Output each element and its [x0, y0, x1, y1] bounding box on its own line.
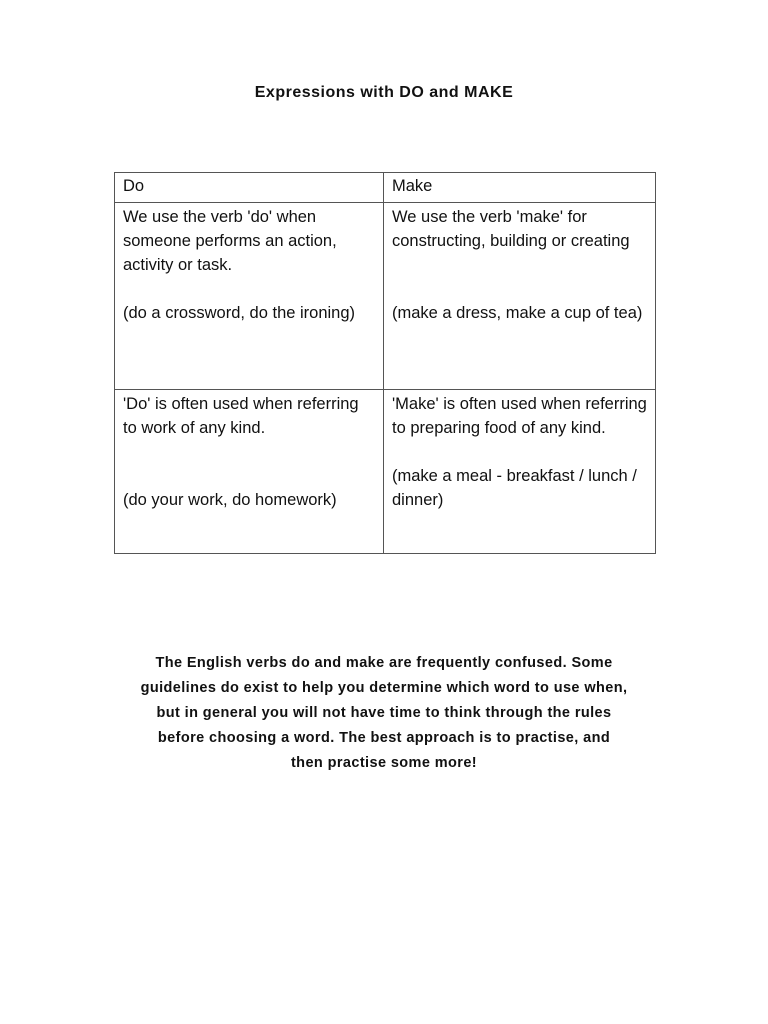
do-description: We use the verb 'do' when someone performs an action, activity or task.	[123, 208, 337, 274]
make-description: We use the verb 'make' for constructing, building or creating	[392, 208, 630, 250]
make-example: (make a dress, make a cup of tea)	[392, 304, 643, 322]
header-make: Make	[384, 173, 656, 203]
do-description: 'Do' is often used when referring to work of any kind.	[123, 395, 359, 437]
intro-paragraph: The English verbs do and make are frequently confused. Some guidelines do exist to help you determine which word to use when, but in general you will not have time to think through the rules before choosing a word. The best approach is to practise, and then practise some more!	[140, 655, 628, 771]
expressions-table	[114, 172, 656, 554]
table-row	[115, 203, 656, 390]
do-make-table	[114, 172, 655, 554]
table-header-row	[115, 173, 656, 203]
table-row	[115, 390, 656, 554]
make-example: (make a meal - breakfast / lunch / dinner)	[392, 467, 637, 509]
do-example: (do a crossword, do the ironing)	[123, 304, 356, 322]
page-title: Expressions with DO and MAKE	[254, 84, 514, 101]
cell-do-work	[115, 390, 384, 554]
cell-make-food	[384, 390, 656, 554]
make-description: 'Make' is often used when referring to preparing food of any kind.	[392, 395, 647, 437]
cell-do-action	[115, 203, 384, 390]
header-do: Do	[115, 173, 384, 203]
cell-make-creating	[384, 203, 656, 390]
do-example: (do your work, do homework)	[123, 491, 337, 509]
